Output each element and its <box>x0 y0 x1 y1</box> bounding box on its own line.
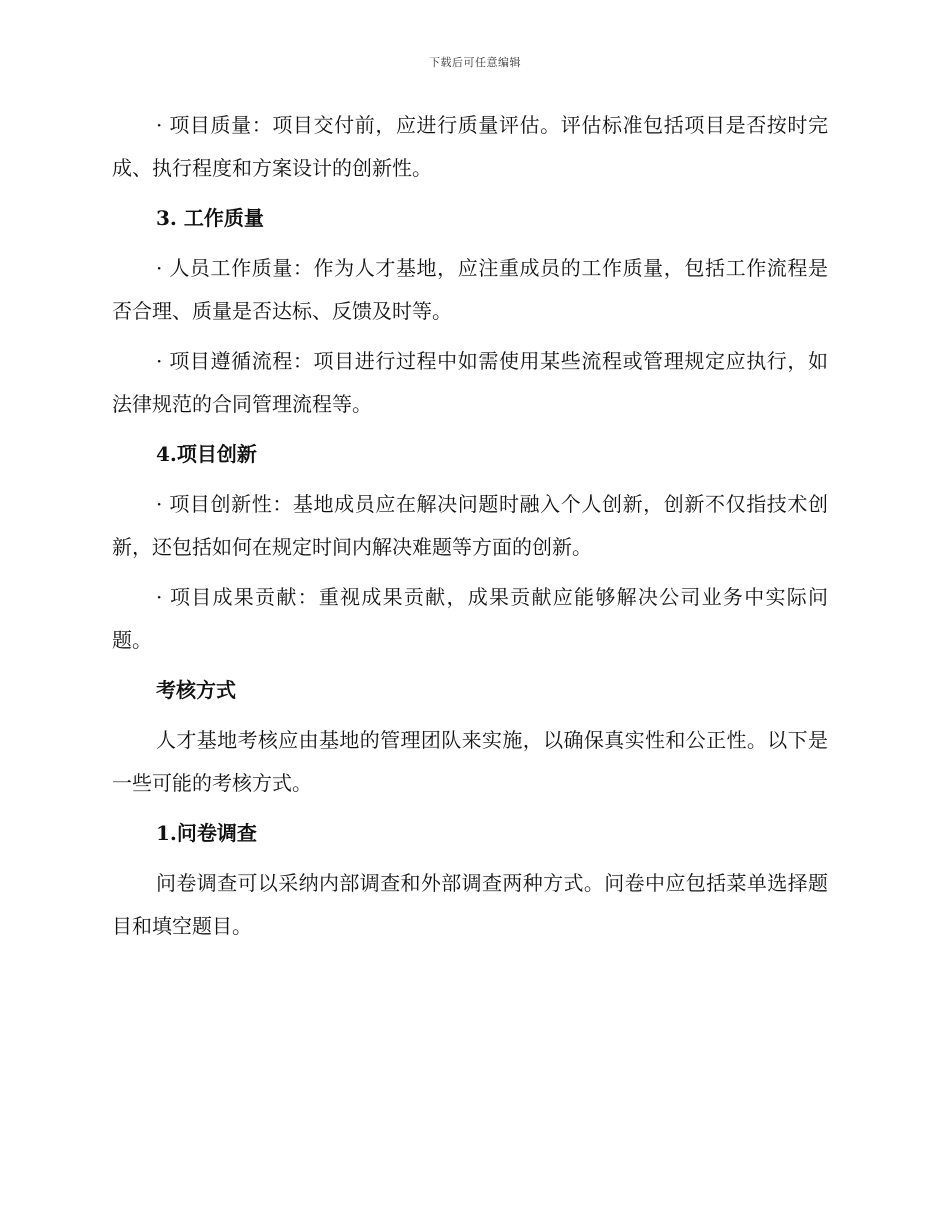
paragraph-questionnaire: 问卷调查可以采纳内部调查和外部调查两种方式。问卷中应包括菜单选择题目和填空题目。 <box>112 871 828 938</box>
paragraph-project-innovativeness: · 项目创新性：基地成员应在解决问题时融入个人创新，创新不仅指技术创新，还包括如何在规定时间内解决难题等方面的创新。 <box>112 492 828 559</box>
paragraph-staff-work-quality: · 人员工作质量：作为人才基地，应注重成员的工作质量，包括工作流程是否合理、质量是否达标、反馈及时等。 <box>112 256 828 323</box>
section-heading-project-innovation: 4.项目创新 <box>156 442 257 466</box>
paragraph-assessment-intro: 人才基地考核应由基地的管理团队来实施，以确保真实性和公正性。以下是一些可能的考核方式。 <box>112 728 828 795</box>
section-heading-work-quality: 3. 工作质量 <box>156 206 264 230</box>
paragraph-project-process: · 项目遵循流程：项目进行过程中如需使用某些流程或管理规定应执行，如法律规范的合同管理流程等。 <box>112 349 828 416</box>
paragraph-project-quality: · 项目质量：项目交付前，应进行质量评估。评估标准包括项目是否按时完成、执行程度和方案设计的创新性。 <box>112 113 828 180</box>
paragraph-project-contribution: · 项目成果贡献：重视成果贡献，成果贡献应能够解决公司业务中实际问题。 <box>112 585 828 652</box>
section-heading-questionnaire: 1.问卷调查 <box>156 821 257 845</box>
section-heading-assessment-method: 考核方式 <box>156 678 236 702</box>
document-body <box>112 104 828 955</box>
header-note: 下载后可任意编辑 <box>429 56 521 69</box>
